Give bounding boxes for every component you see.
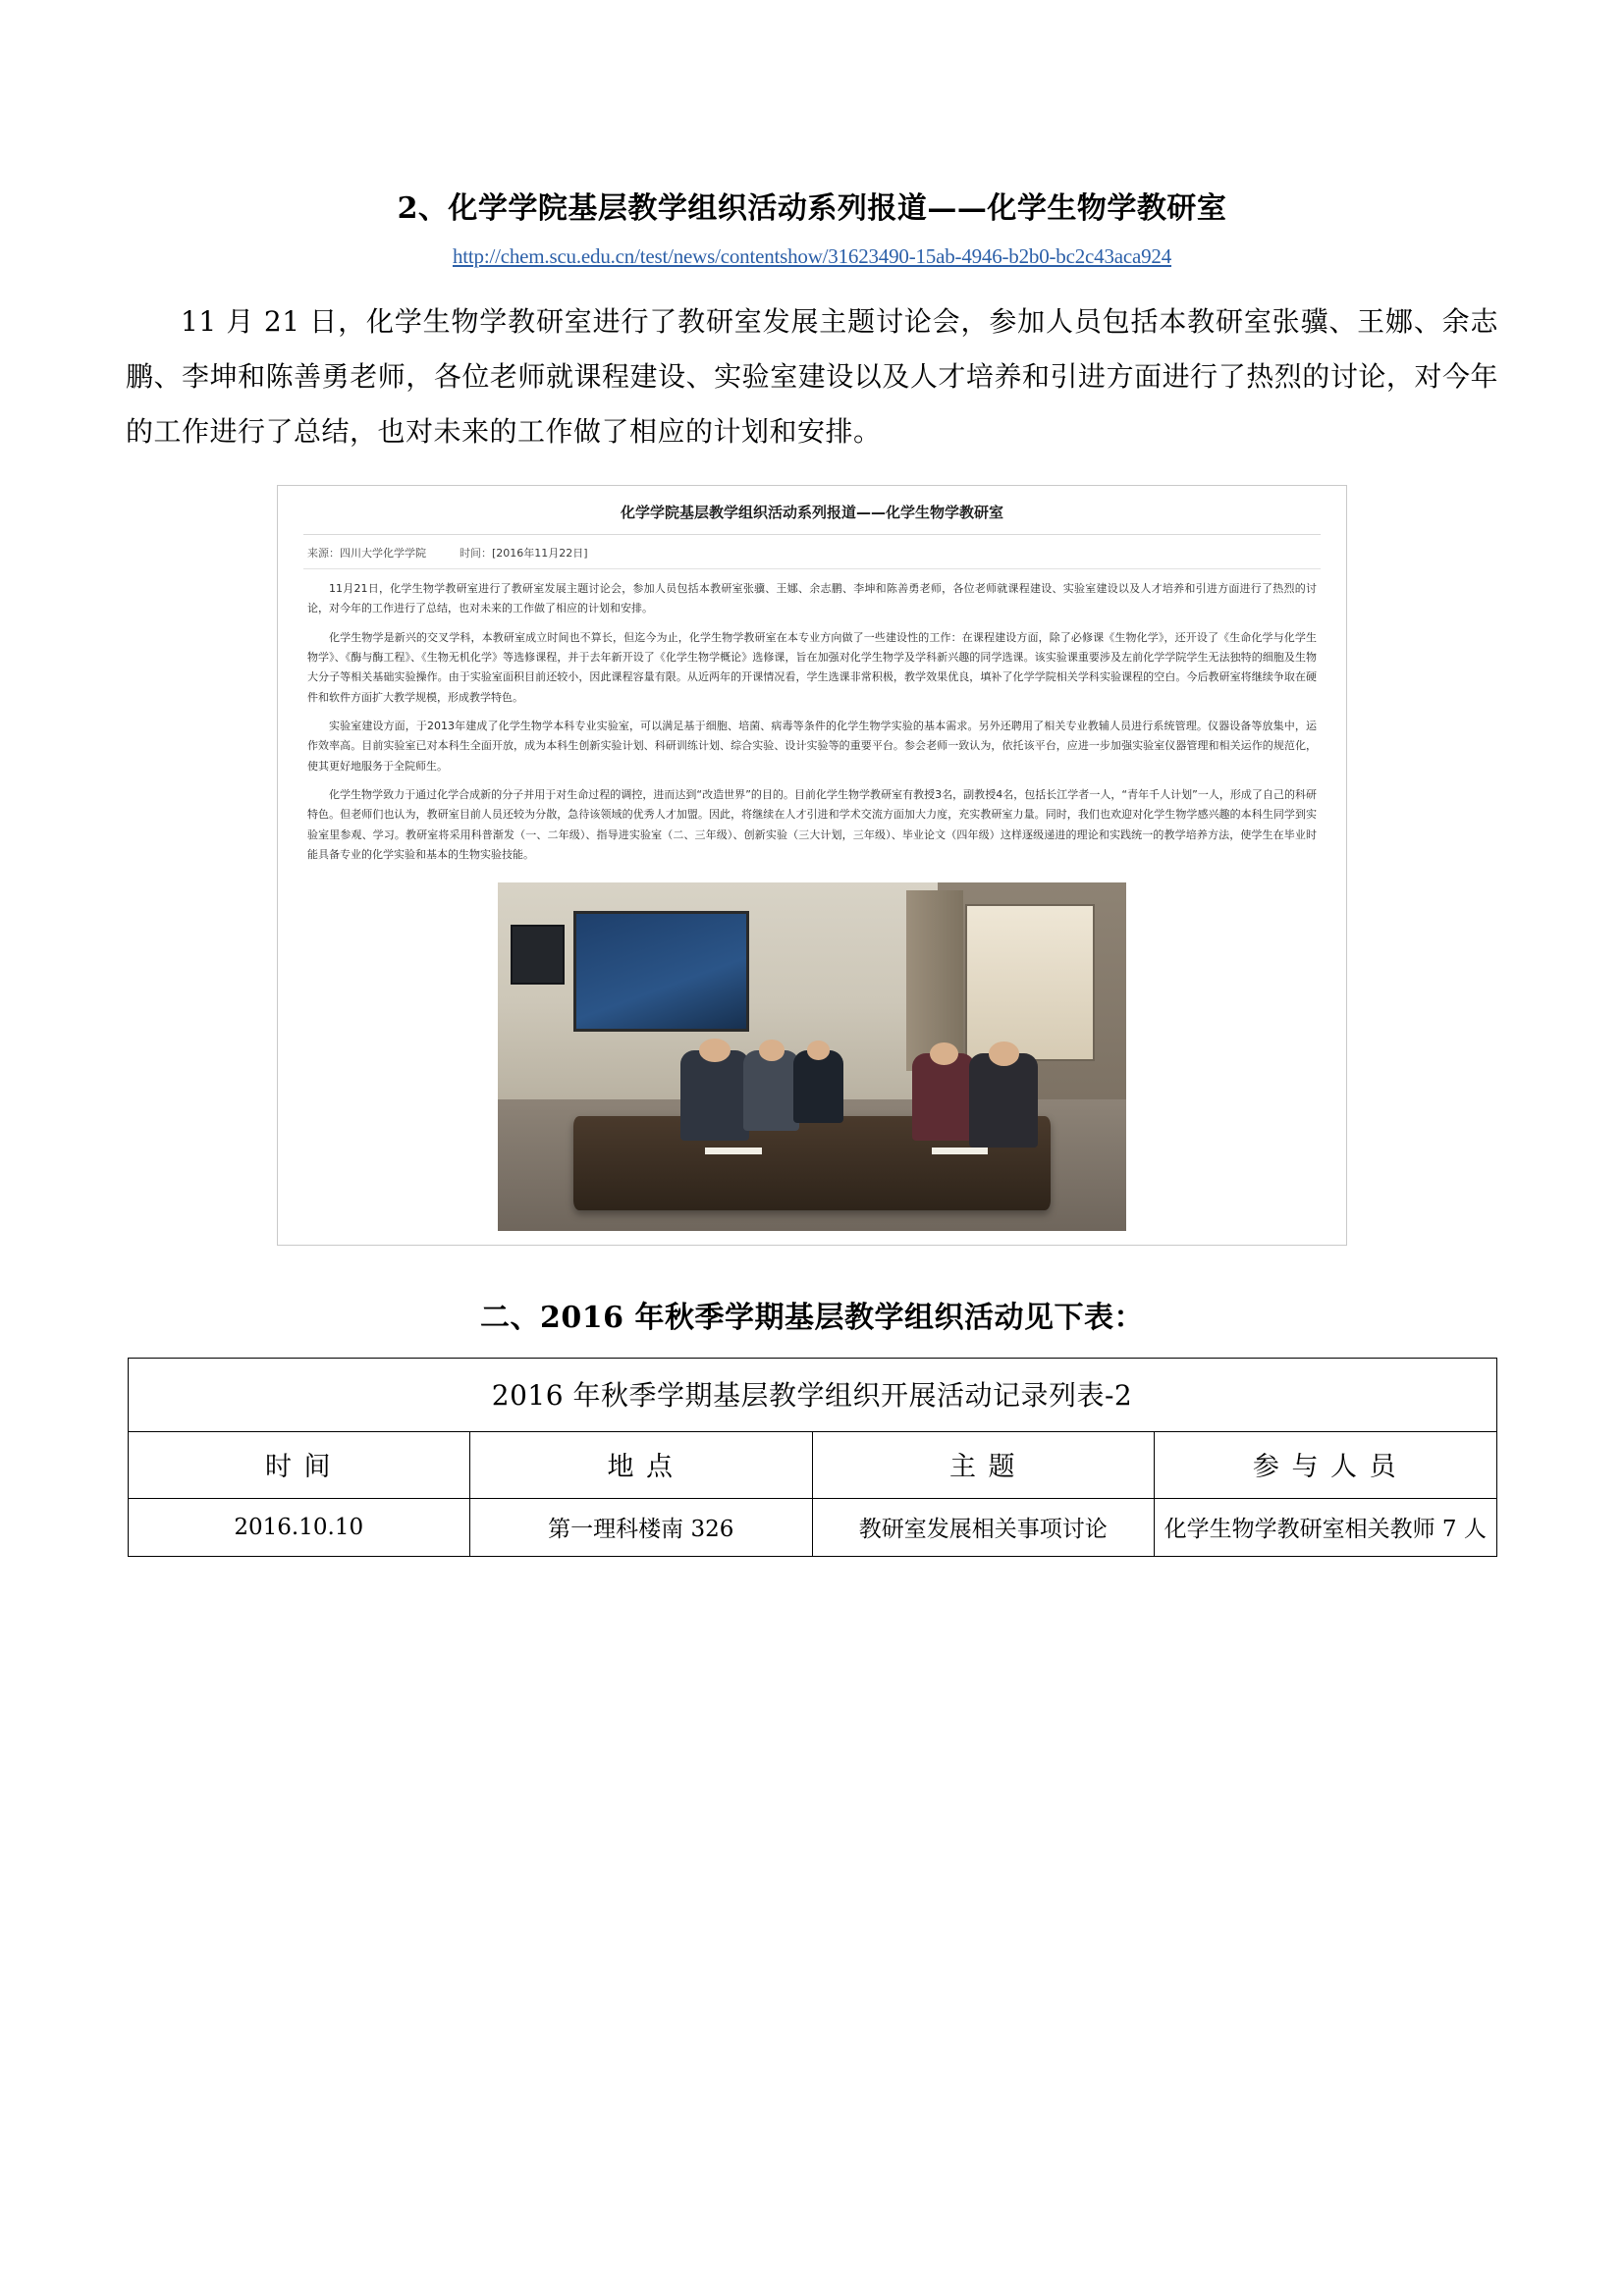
figure-paragraph: 化学生物学是新兴的交叉学科，本教研室成立时间也不算长，但迄今为止，化学生物学教研室在本专业方向做了一些建设性的工作：在课程建设方面，除了必修课《生物化学》，还开设了《生命化学与化学生物学》、《酶与酶工程》、《生物无机化学》等选修课程，并于去年新开设了《化学生物学概论》选修课，旨在加强对化学生物学及学科新兴趣的同学选课。该实验课重要涉及左前化学学院学生无法独特的细胞及生物大分子等相关基础实验操作。由于实验室面积目前还较小，因此课程容量有限。从近两年的开课情况看，学生选课非常积极，教学效果优良，填补了化学学院相关学科实验课程的空白。今后教研室将继续争取在硬件和软件方面扩大教学规模，形成教学特色。	[307, 630, 1317, 704]
figure-time	[460, 545, 588, 561]
figure-paragraph: 11月21日，化学生物学教研室进行了教研室发展主题讨论会，参加人员包括本教研室张骥、王娜、余志鹏、李坤和陈善勇老师，各位老师就课程建设、实验室建设以及人才培养和引进方面进行了热烈的讨论，对今年的工作进行了总结，也对未来的工作做了相应的计划和安排。	[307, 582, 1317, 615]
photo-person	[969, 1053, 1038, 1148]
photo-person	[793, 1050, 843, 1124]
column-header-time: 时 间	[128, 1432, 470, 1499]
figure-body	[278, 579, 1346, 865]
figure-time-label: 时间：	[460, 547, 492, 560]
photo-window	[965, 904, 1095, 1061]
meeting-photo	[498, 882, 1126, 1231]
photo-person-head	[930, 1042, 958, 1065]
photo-person	[912, 1053, 975, 1141]
cell-participants: 化学生物学教研室相关教师 7 人	[1155, 1499, 1497, 1557]
photo-paper	[932, 1148, 989, 1154]
cell-location: 第一理科楼南 326	[470, 1499, 813, 1557]
photo-person-head	[807, 1041, 830, 1059]
photo-person-head	[989, 1041, 1020, 1066]
page-title: 2、化学学院基层教学组织活动系列报道——化学生物学教研室	[397, 191, 1227, 226]
figure-meta	[278, 535, 1346, 568]
column-header-location: 地 点	[470, 1432, 813, 1499]
figure-paragraph: 实验室建设方面，于2013年建成了化学生物学本科专业实验室，可以满足基于细胞、培菌、病毒等条件的化学生物学实验的基本需求。另外还聘用了相关专业教辅人员进行系统管理。仪器设备等放集中，运作效率高。目前实验室已对本科生全面开放，成为本科生创新实验计划、科研训练计划、综合实验、设计实验等的重要平台。参会老师一致认为，依托该平台，应进一步加强实验室仪器管理和相关运作的规范化，使其更好地服务于全院师生。	[307, 720, 1317, 773]
section-2-heading: 二、2016 年秋季学期基层教学组织活动见下表：	[480, 1301, 1144, 1336]
activity-record-table	[128, 1358, 1497, 1557]
figure-title: 化学学院基层教学组织活动系列报道——化学生物学教研室	[620, 504, 1003, 521]
photo-person-head	[699, 1039, 731, 1062]
figure-source-value: 四川大学化学学院	[340, 547, 426, 560]
source-url-link[interactable]: http://chem.scu.edu.cn/test/news/contentshow/31623490-15ab-4946-b2b0-bc2c43aca924	[452, 244, 1172, 268]
table-title-row	[128, 1359, 1496, 1432]
figure-divider-2	[303, 568, 1321, 569]
photo-whiteboard	[573, 911, 749, 1032]
column-header-topic: 主 题	[812, 1432, 1155, 1499]
photo-person	[743, 1050, 800, 1131]
figure-paragraph: 化学生物学致力于通过化学合成新的分子并用于对生命过程的调控，进而达到“改造世界”的目的。目前化学生物学教研室有教授3名，副教授4名，包括长江学者一人，“青年千人计划”一人，形成了自己的科研特色。但老师们也认为，教研室目前人员还较为分散，急待该领域的优秀人才加盟。因此，将继续在人才引进和学术交流方面加大力度，充实教研室力量。同时，我们也欢迎对化学生物学感兴趣的本科生同学到实验室里参观、学习。教研室将采用科普渐发（一、二年级）、指导进实验室（二、三年级）、创新实验（三大计划，三年级）、毕业论文（四年级）这样逐级递进的理论和实践统一的教学培养方法，使学生在毕业时能具备专业的化学实验和基本的生物实验技能。	[307, 788, 1317, 862]
table-row	[128, 1499, 1496, 1557]
column-header-participants: 参 与 人 员	[1155, 1432, 1497, 1499]
figure-source-label: 来源：	[307, 547, 340, 560]
figure-time-value: [2016年11月22日]	[492, 547, 588, 560]
table-header-row	[128, 1432, 1496, 1499]
photo-person-head	[759, 1040, 785, 1060]
intro-paragraph: 11 月 21 日，化学生物学教研室进行了教研室发展主题讨论会，参加人员包括本教研室张骥、王娜、余志鹏、李坤和陈善勇老师，各位老师就课程建设、实验室建设以及人才培养和引进方面进行了热烈的讨论，对今年的工作进行了总结，也对未来的工作做了相应的计划和安排。	[126, 305, 1498, 448]
photo-person	[680, 1050, 749, 1141]
cell-time: 2016.10.10	[128, 1499, 470, 1557]
figure-source	[307, 545, 426, 561]
news-screenshot-figure	[277, 485, 1347, 1246]
cell-topic: 教研室发展相关事项讨论	[812, 1499, 1155, 1557]
photo-monitor	[511, 925, 565, 985]
photo-paper	[705, 1148, 762, 1154]
table-title: 2016 年秋季学期基层教学组织开展活动记录列表-2	[128, 1359, 1496, 1432]
